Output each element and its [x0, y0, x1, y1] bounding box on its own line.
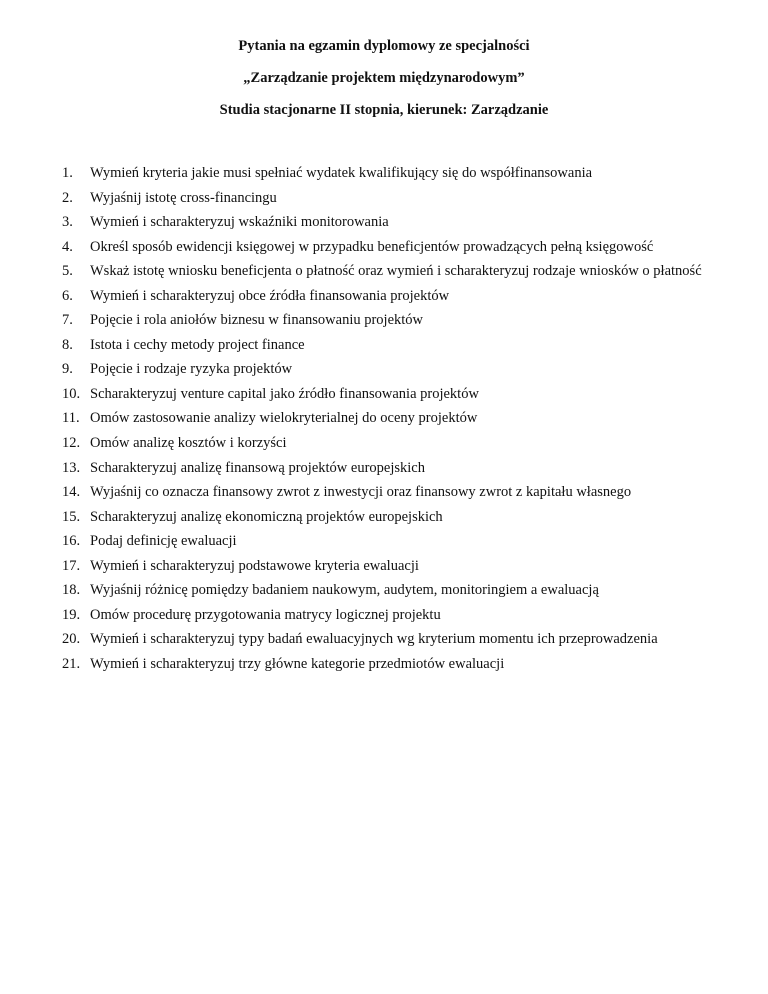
question-text: Wymień i scharakteryzuj trzy główne kategorie przedmiotów ewaluacji: [90, 655, 505, 672]
header-title: Pytania na egzamin dyplomowy ze specjalności: [238, 38, 530, 54]
question-item: [62, 337, 722, 353]
question-text: Istota i cechy metody project finance: [90, 336, 305, 353]
question-number: 4.: [62, 238, 73, 255]
question-number: 2.: [62, 189, 73, 206]
question-text: Określ sposób ewidencji księgowej w przypadku beneficjentów prowadzących pełną księgowość: [90, 238, 654, 255]
question-number: 19.: [62, 606, 81, 623]
question-number: 12.: [62, 435, 81, 452]
question-text: Pojęcie i rola aniołów biznesu w finansowaniu projektów: [90, 312, 424, 329]
question-number: 18.: [62, 582, 81, 599]
question-item: [62, 558, 722, 574]
document-header: [0, 38, 768, 134]
question-text: Wymień i scharakteryzuj obce źródła finansowania projektów: [90, 287, 450, 304]
question-text: Scharakteryzuj analizę ekonomiczną projektów europejskich: [90, 508, 443, 525]
question-number: 21.: [62, 655, 81, 672]
question-number: 15.: [62, 508, 81, 525]
question-item: [62, 631, 722, 647]
question-number: 9.: [62, 361, 73, 378]
question-item: [62, 607, 722, 623]
question-item: [62, 509, 722, 525]
question-number: 6.: [62, 287, 73, 304]
question-item: [62, 361, 722, 377]
question-text: Wymień kryteria jakie musi spełniać wydatek kwalifikujący się do współfinansowania: [90, 165, 593, 181]
question-item: [62, 533, 722, 549]
question-number: 7.: [62, 312, 73, 329]
question-number: 10.: [62, 385, 81, 402]
question-item: [62, 190, 722, 206]
question-item: [62, 435, 722, 451]
header-subject: „Zarządzanie projektem międzynarodowym”: [243, 70, 525, 86]
question-text: Scharakteryzuj analizę finansową projektów europejskich: [90, 459, 425, 476]
question-item: [62, 656, 722, 672]
question-number: 17.: [62, 557, 81, 574]
question-text: Wymień i scharakteryzuj wskaźniki monitorowania: [90, 214, 389, 231]
question-item: [62, 484, 722, 500]
question-item: [62, 263, 722, 279]
question-item: [62, 239, 722, 255]
question-item: [62, 582, 722, 598]
question-text: Wskaż istotę wniosku beneficjenta o płatność oraz wymień i scharakteryzuj rodzaje wniosków o płatność: [90, 262, 702, 279]
question-item: [62, 214, 722, 230]
question-text: Podaj definicję ewaluacji: [90, 533, 237, 550]
header-study-program: Studia stacjonarne II stopnia, kierunek: Zarządzanie: [219, 102, 549, 118]
question-item: [62, 312, 722, 328]
question-number: 13.: [62, 459, 81, 476]
question-item: [62, 165, 722, 181]
question-text: Wymień i scharakteryzuj podstawowe kryteria ewaluacji: [90, 557, 419, 574]
question-text: Scharakteryzuj venture capital jako źródło finansowania projektów: [90, 385, 479, 402]
question-text: Omów procedurę przygotowania matrycy logicznej projektu: [90, 606, 441, 623]
question-number: 1.: [62, 165, 73, 181]
question-item: [62, 386, 722, 402]
question-text: Wyjaśnij istotę cross-financingu: [90, 189, 277, 206]
question-item: [62, 288, 722, 304]
question-text: Omów zastosowanie analizy wielokryterialnej do oceny projektów: [90, 410, 478, 427]
question-text: Wyjaśnij różnicę pomiędzy badaniem naukowym, audytem, monitoringiem a ewaluacją: [90, 582, 599, 599]
question-text: Wymień i scharakteryzuj typy badań ewaluacyjnych wg kryterium momentu ich przeprowadzenia: [90, 631, 658, 648]
question-text: Omów analizę kosztów i korzyści: [90, 435, 287, 452]
question-number: 8.: [62, 336, 73, 353]
question-text: Pojęcie i rodzaje ryzyka projektów: [90, 361, 293, 378]
question-item: [62, 460, 722, 476]
question-item: [62, 410, 722, 426]
question-number: 14.: [62, 484, 81, 501]
question-number: 3.: [62, 214, 73, 231]
question-number: 20.: [62, 631, 81, 648]
question-text: Wyjaśnij co oznacza finansowy zwrot z inwestycji oraz finansowy zwrot z kapitału własnego: [90, 484, 632, 501]
question-number: 5.: [62, 263, 73, 280]
question-number: 11.: [62, 410, 80, 427]
question-number: 16.: [62, 533, 81, 550]
question-list: [62, 165, 722, 680]
